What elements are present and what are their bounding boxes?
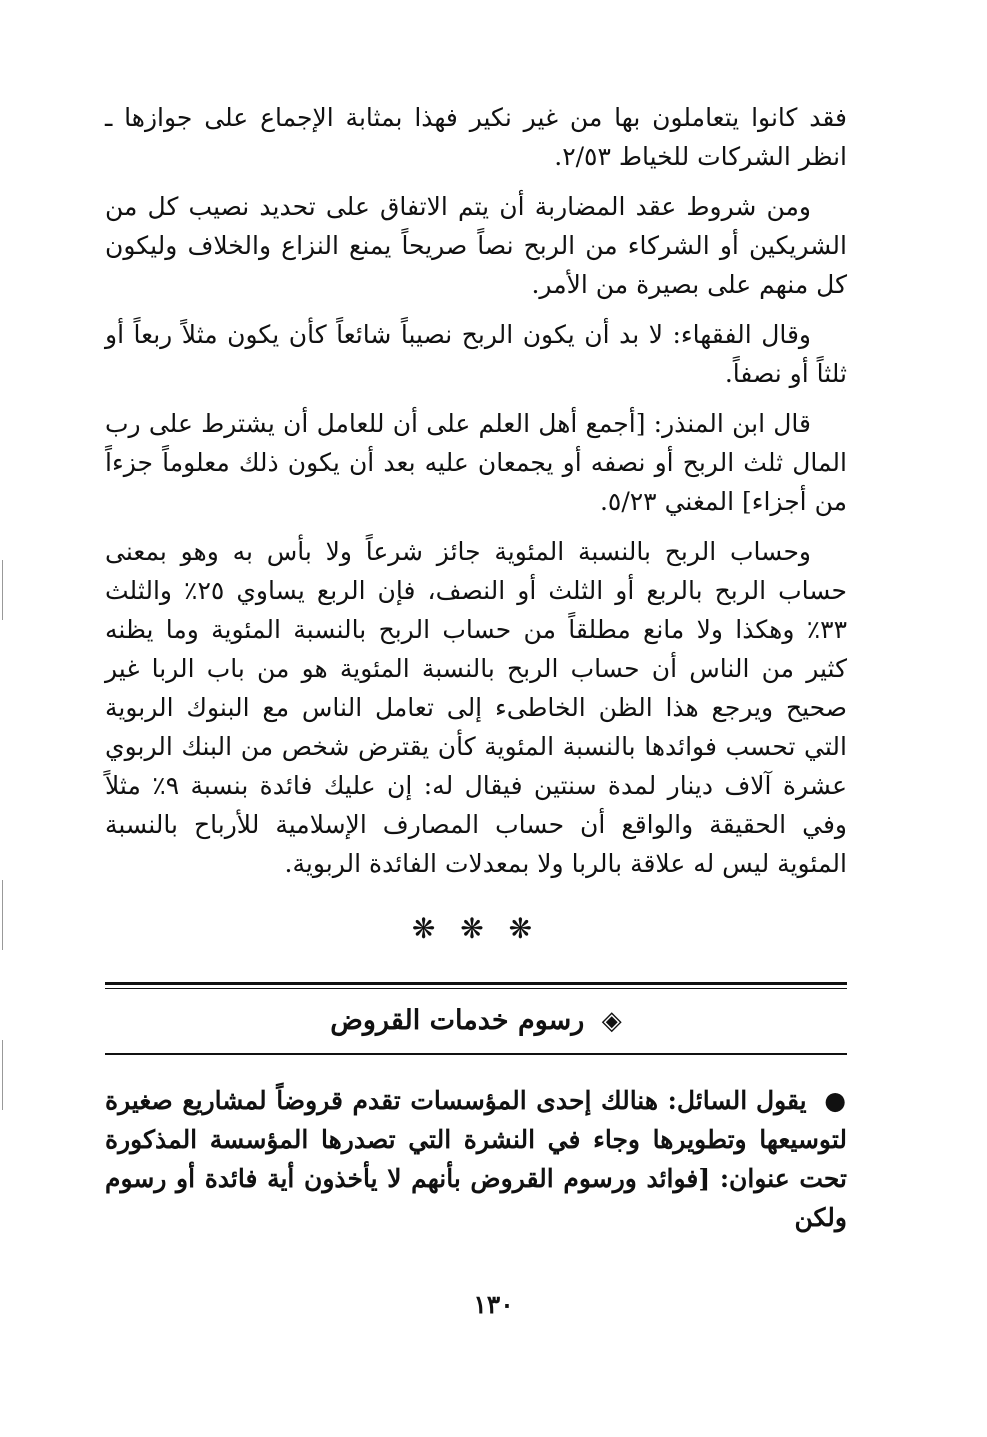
section-top-rule [105,982,847,989]
paragraph-2: ومن شروط عقد المضاربة أن يتم الاتفاق على تحديد نصيب كل من الشريكين أو الشركاء من الربح نصاً صريحاً يمنع النزاع والخلاف وليكون كل منهم على بصيرة من الأمر. [105,192,847,299]
bullet-icon: ● [824,1086,847,1115]
section-heading [105,989,847,1051]
section-bottom-rule [105,1053,847,1055]
scan-edge-mark [2,1040,3,1110]
paragraph-4: قال ابن المنذر: [أجمع أهل العلم على أن للعامل أن يشترط على رب المال ثلث الربح أو نصفه أو يجمعان عليه بعد أن يكون ذلك معلوماً جزءاً من أجزاء] المغني ٥/٢٣. [105,409,847,516]
page-body [105,98,847,1248]
scan-edge-mark [2,880,3,950]
question-text: يقول السائل: هنالك إحدى المؤسسات تقدم قروضاً لمشاريع صغيرة لتوسيعها وتطويرها وجاء في النشرة التي تصدرها المؤسسة المذكورة تحت عنوان: [فوائد ورسوم القروض بأنهم لا يأخذون أية فائدة أو رسوم ولكن [105,1086,847,1232]
scan-edge-mark [2,560,3,620]
page-number: ١٣٠ [473,1290,514,1319]
diamond-icon: ◈ [601,1006,622,1036]
section-title: رسوم خدمات القروض [330,1005,585,1036]
paragraph-3: وقال الفقهاء: لا بد أن يكون الربح نصيباً شائعاً كأن يكون مثلاً ربعاً أو ثلثاً أو نصفاً. [105,320,847,388]
paragraph-1: فقد كانوا يتعاملون بها من غير نكير فهذا بمثابة الإجماع على جوازها ـ انظر الشركات للخياط ٢/٥٣. [105,103,847,171]
section-separator: ❋ ❋ ❋ [411,912,541,945]
paragraph-5: وحساب الربح بالنسبة المئوية جائز شرعاً ولا بأس به وهو بمعنى حساب الربح بالربع أو الثلث أو النصف، فإن الربع يساوي ٢٥٪ والثلث ٣٣٪ وهكذا ولا مانع مطلقاً من حساب الربح بالنسبة المئوية وما يظنه كثير من الناس أن حساب الربح بالنسبة المئوية هو من باب الربا غير صحيح ويرجع هذا الظن الخاطىء إلى تعامل الناس مع البنوك الربوية التي تحسب فوائدها بالنسبة المئوية كأن يقترض شخص من البنك الربوي عشرة آلاف دينار لمدة سنتين فيقال له: إن عليك فائدة بنسبة ٩٪ مثلاً وفي الحقيقة والواقع أن حساب المصارف الإسلامية للأرباح بالنسبة المئوية ليس له علاقة بالربا ولا بمعدلات الفائدة الربوية. [105,537,847,878]
question-paragraph [105,1081,847,1237]
